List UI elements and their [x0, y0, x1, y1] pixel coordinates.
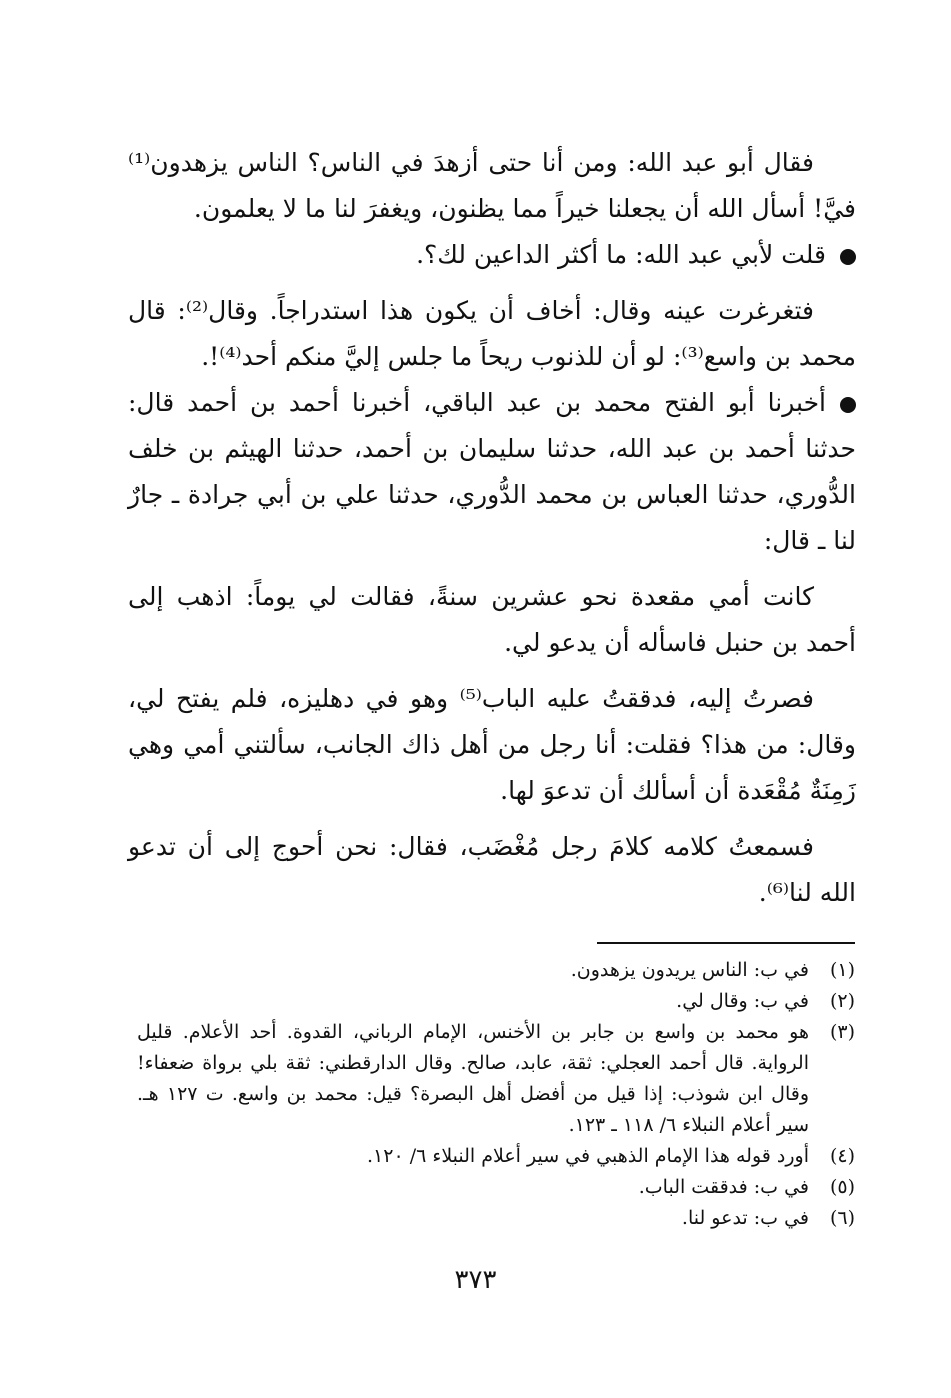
paragraph-2	[128, 232, 856, 278]
footnote-number: (٤)	[829, 1145, 855, 1167]
footnote-text: هو محمد بن واسع بن جابر بن الأخنس، الإمام الرباني، القدوة. أحد الأعلام. قليل الرواية. قال أحمد العجلي: ثقة، عابد، صالح. وقال الدارقطني: ثقة بلي برواة ضعفاء! وقال ابن شوذب: إذا قيل من أفضل أهل البصرة؟ قيل: محمد بن واسع. ت ١٢٧ هـ. سير أعلام النبلاء ٦/ ١١٨ ـ ١٢٣.	[137, 1021, 809, 1136]
paragraph-6: فصرتُ إليه، فدققتُ عليه الباب⁽⁵⁾ وهو في دهليزه، فلم يفتح لي، وقال: من هذا؟ فقلت: أنا رجل من أهل ذاك الجانب، سألتني أمي وهي زَمِنَةٌ مُقْعَدة أن أسألك أن تدعوَ لها.	[128, 684, 856, 805]
footnote-divider	[597, 942, 855, 944]
footnote-text: في ب: فدققت الباب.	[638, 1176, 809, 1198]
paragraph-4-text: أخبرنا أبو الفتح محمد بن عبد الباقي، أخبرنا أحمد بن أحمد قال: حدثنا أحمد بن عبد الله، حدثنا سليمان بن أحمد، حدثنا الهيثم بن خلف الدُّوري، حدثنا العباس بن محمد الدُّوري، حدثنا علي بن أبي جرادة ـ جارٌ لنا ـ قال:	[128, 388, 856, 555]
footnote-number: (٢)	[829, 990, 855, 1012]
footnotes	[137, 955, 855, 1234]
paragraph-3: فتغرغرت عينه وقال: أخاف أن يكون هذا استدراجاً. وقال⁽²⁾: قال محمد بن واسع⁽³⁾: لو أن للذنوب ريحاً ما جلس إليَّ منكم أحد⁽⁴⁾!.	[128, 296, 856, 371]
footnote-3	[137, 1017, 855, 1141]
footnote-number: (٥)	[829, 1176, 855, 1198]
paragraph-4	[128, 380, 856, 564]
footnote-text: في ب: تدعو لنا.	[681, 1207, 809, 1229]
footnote-number: (١)	[829, 959, 855, 981]
footnote-6	[137, 1203, 855, 1234]
paragraph-7: فسمعتُ كلامه كلامَ رجل مُغْضَب، فقال: نحن أحوج إلى أن تدعو الله لنا⁽⁶⁾.	[128, 832, 856, 907]
footnote-4	[137, 1141, 855, 1172]
main-text	[128, 140, 856, 916]
footnote-5	[137, 1172, 855, 1203]
footnote-1	[137, 955, 855, 986]
page-number: ٣٧٣	[454, 1265, 497, 1295]
bullet-icon	[840, 249, 856, 265]
footnote-2	[137, 986, 855, 1017]
footnote-number: (٦)	[829, 1207, 855, 1229]
bullet-icon	[840, 397, 856, 413]
paragraph-5: كانت أمي مقعدة نحو عشرين سنةً، فقالت لي يوماً: اذهب إلى أحمد بن حنبل فاسأله أن يدعو لي.	[128, 582, 856, 657]
footnote-text: في ب: الناس يريدون يزهدون.	[570, 959, 809, 981]
paragraph-2-text: قلت لأبي عبد الله: ما أكثر الداعين لك؟.	[416, 240, 826, 269]
footnote-text: في ب: وقال لي.	[676, 990, 809, 1012]
footnote-text: أورد قوله هذا الإمام الذهبي في سير أعلام النبلاء ٦/ ١٢٠.	[367, 1145, 809, 1167]
paragraph-1: فقال أبو عبد الله: ومن أنا حتى أزهدَ في الناس؟ الناس يزهدون⁽¹⁾ فيَّ! أسأل الله أن يجعلنا خيراً مما يظنون، ويغفرَ لنا ما لا يعلمون.	[128, 148, 856, 223]
footnote-number: (٣)	[829, 1021, 855, 1043]
